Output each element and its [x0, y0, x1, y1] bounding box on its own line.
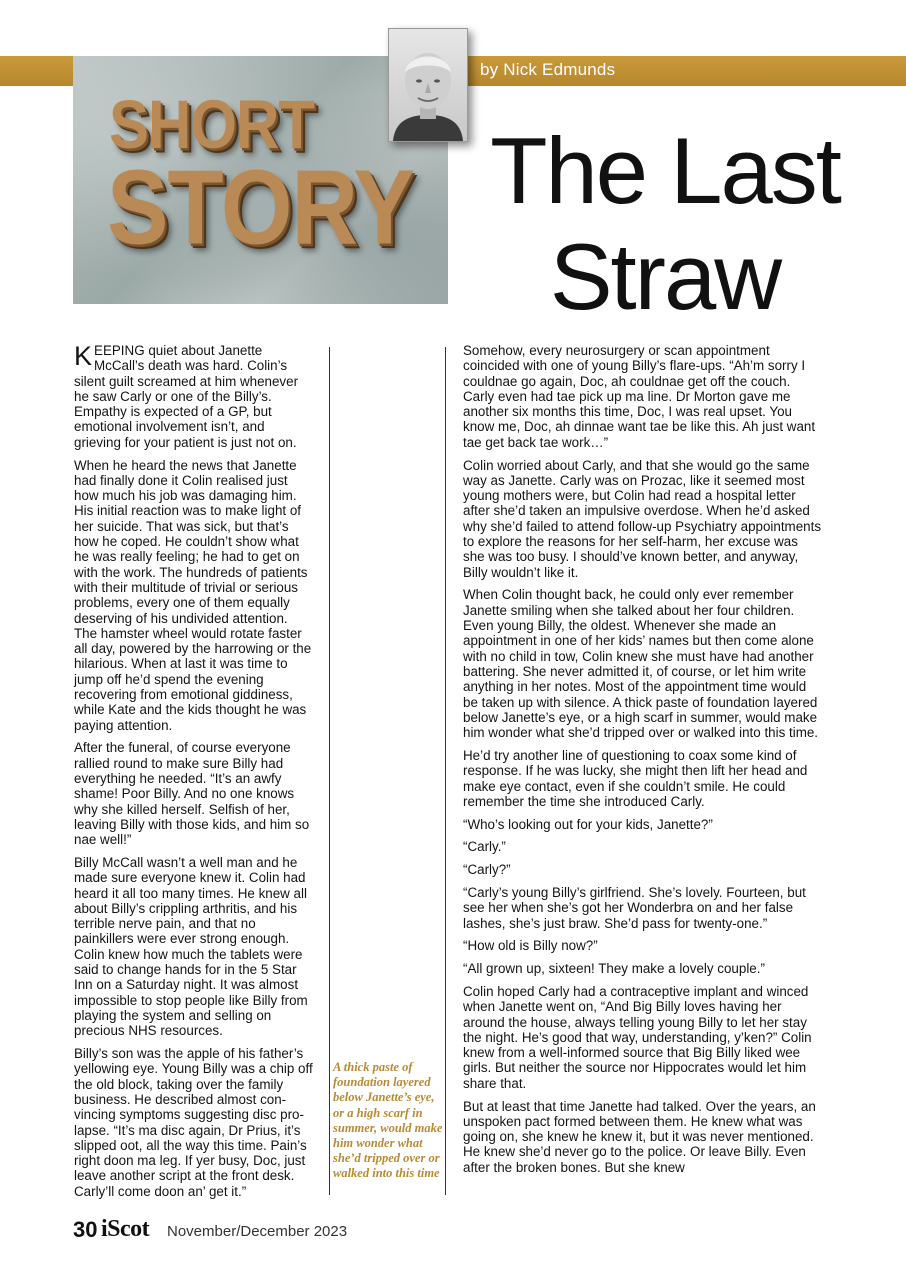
paragraph: But at least that time Janette had talked. Over the years, an unspoken pact formed between them. He knew what was going on, she knew he knew it, but it was never mentioned. He knew she’d never go to the police. Or leave Billy. Even after the broken bones. But she knew — [463, 1098, 816, 1175]
magazine-logo: iScot — [101, 1216, 150, 1242]
paragraph: “How old is Billy now?” — [463, 938, 598, 954]
article-column-left — [74, 343, 314, 1207]
pull-quote: A thick paste of foundation layered below Janette’s eye, or a high scarf in summer, would make him wonder what she’d tripped over or walked into this time — [333, 1060, 443, 1181]
title-line-1: The Last — [490, 118, 840, 223]
issue-date: November/December 2023 — [167, 1223, 348, 1240]
paragraph: When Colin thought back, he could only ever remember Janette smiling when she talked about her four children. Even young Billy, the oldest. Whenever she made an appointment in one of her kids’ names but then come alone with no child in tow, Colin knew she must have had another battering. She never admitted it, of course, or let him write anything in her notes. Most of the appointment time would be taken up with silence. A thick paste of foundation layered below Janette’s eye, or a high scarf in summer, would make him wonder what she’d tripped over or walked into this time. — [463, 587, 819, 741]
paragraph: “Carly.” — [463, 839, 506, 855]
byline: by Nick Edmunds — [480, 60, 616, 79]
column-rule-right — [445, 347, 446, 1195]
article-title — [470, 118, 860, 330]
paragraph: Colin worried about Carly, and that she would go the same way as Janette. Carly was on Prozac, like it seemed most young mothers were, but Colin had read a hospital letter after she’d taken an impulsive overdose. When he’d asked why she’d failed to attend follow-up Psychiatry appointments to explore the reasons for her self-harm, her excuse was she was too busy. I should’ve known better, and anyway, Billy wouldn’t like it. — [463, 457, 822, 580]
page-number: 30 — [73, 1217, 98, 1242]
paragraph: Somehow, every neurosurgery or scan appointment coincided with one of young Billy’s flare-ups. “Ah’m sorry I couldnae go again, Doc, ah couldnae get off the couch. Carly even had tae pick up ma line. Dr Morton gave me another six months this time, Doc, I was real upset. You know me, Doc, ah dinnae want tae be like this. Ah just want tae get back tae work…” — [463, 343, 816, 450]
column-rule-left — [329, 347, 330, 1195]
paragraph: When he heard the news that Janette had finally done it Colin realised just how much his job was damaging him. His initial reaction was to make light of her suicide. That was sick, but that’s how he coped. He couldn’t show what he was really feeling; he had to get on with the work. The hundreds of patients with their multitude of trivial or serious problems, every one of them equally deserving of his undivided attention. The hamster wheel would rotate faster all day, powered by the harrowing or the hilarious. When at last it was time to jump off he’d spend the evening recovering from emotional giddiness, while Kate and the kids thought he was paying attention. — [74, 457, 312, 733]
paragraph: “Carly’s young Billy’s girlfriend. She’s lovely. Fourteen, but see her when she’s got her Wonderbra on and her false lashes, she’s just braw. She’d pass for twenty-one.” — [463, 885, 806, 931]
hero-word-short: SHORT — [109, 85, 314, 164]
paragraph: After the funeral, of course everyone rallied round to make sure Billy had everything he needed. “It’s an awfy shame! Poor Billy. And no one knows why she killed herself. Selfish of her, leaving Billy with those kids, and him so nae well!” — [74, 740, 310, 848]
hero-word-story: STORY — [107, 149, 414, 267]
paragraph: “Carly?” — [463, 862, 511, 878]
paragraph: “Who’s looking out for your kids, Janette?” — [463, 816, 713, 832]
paragraph: He’d try another line of questioning to coax some kind of response. If he was lucky, she might then lift her head and make eye contact, even if she couldn’t smile. He could remember the time she introduced Carly. — [463, 747, 808, 809]
title-line-2: Straw — [549, 224, 781, 329]
paragraph: “All grown up, sixteen! They make a lovely couple.” — [463, 961, 765, 977]
author-photo-icon — [389, 29, 467, 141]
drop-cap: K — [74, 341, 93, 371]
article-column-right — [463, 343, 823, 1183]
author-portrait — [388, 28, 468, 142]
paragraph: Billy McCall wasn’t a well man and he made sure everyone knew it. Colin had heard it all too many times. He knew all about Billy’s crippling arthritis, and his terrible nerve pain, and that no painkillers were ever strong enough. Colin knew how much the tablets were said to change hands for in the 5 Star Inn on a Saturday night. It was almost impossible to stop people like Billy from playing the system and selling on precious NHS resources. — [74, 855, 308, 1039]
paragraph: Colin hoped Carly had a contraceptive implant and winced when Janette went on, “And Big Billy loves having her around the house, always telling young Billy to let her stay the night. He’s good that way, understanding, y’ken?” Colin knew from a well-informed source that Big Billy liked wee girls. But neither the source nor Hippocrates would let him share that. — [463, 983, 812, 1091]
paragraph: Billy’s son was the apple of his father’s yellowing eye. Young Billy was a chip off the old block, taking over the family business. He described almost convincing symptoms suggesting disc prolapse. “It’s ma disc again, Dr Prius, it’s slipped oot, all the way this time. Pain’s right doon ma leg. If yer busy, Doc, just leave another script at the front desk. Carly’ll come doon an’ get it.” — [74, 1046, 313, 1199]
paragraph: KEEPING quiet about Janette McCall’s death was hard. Colin’s silent guilt screamed at him whenever he saw Carly or one of the Billy’s. Empathy is expected of a GP, but emotional involvement isn’t, and grieving for your patient is just not on. — [74, 341, 299, 450]
